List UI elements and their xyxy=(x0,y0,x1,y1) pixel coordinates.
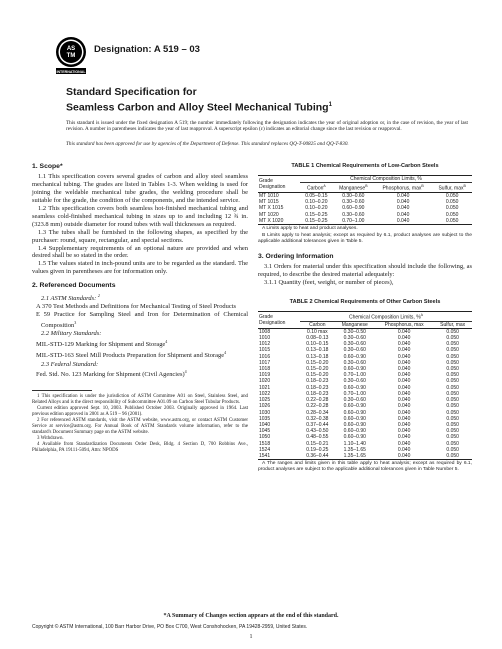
value-cell: 0.70–1.00 xyxy=(342,217,365,224)
grade-cell: 1010 xyxy=(259,335,271,342)
value-cell: 0.040 xyxy=(397,390,411,397)
value-cell: 0.05–0.15 xyxy=(305,193,328,200)
value-cell: 0.37–0.44 xyxy=(306,421,329,428)
value-cell: 1.35–1.65 xyxy=(343,446,366,453)
value-cell: 0.60–0.90 xyxy=(343,409,366,416)
value-cell: 0.050 xyxy=(446,421,459,428)
table2-col-header: Phosphorus, max xyxy=(384,321,424,328)
value-cell: 0.050 xyxy=(445,211,459,218)
table2-group-header: Chemical Composition Limits, %$^A$ xyxy=(300,311,472,321)
value-cell: 0.30–0.60 xyxy=(343,341,366,348)
value-cell: 0.15–0.25 xyxy=(305,211,328,218)
value-cell: 0.050 xyxy=(446,440,459,447)
value-cell: 0.43–0.50 xyxy=(306,428,329,435)
value-cell: 0.040 xyxy=(397,328,411,335)
value-cell: 0.050 xyxy=(446,328,459,335)
value-cell: 0.60–0.90 xyxy=(343,403,366,410)
value-cell: 0.050 xyxy=(446,366,459,373)
table1-group-header: Chemical Composition Limits, % xyxy=(300,175,472,182)
footnote-4: 4 Available from Standardization Documents Order Desk, Bldg. 4 Section D, 700 Robbins Ave., Philadelphia, PA 19111-5094, Attn: NPODS xyxy=(32,441,248,453)
table1-note-b: B Limits apply to heat analysis; except as required by 6.1, product analyses are subject to the applicable additional tolerances given in Table 5. xyxy=(258,233,472,245)
value-cell: 0.040 xyxy=(396,205,410,212)
table2-note-a: A The ranges and limits given in this table apply to heat analysis; except as required by 6.1, product analyses are subject to the applicable additional tolerances given in Table Number 5. xyxy=(258,461,472,473)
value-cell: 0.040 xyxy=(397,372,411,379)
value-cell: 0.18–0.23 xyxy=(306,378,329,385)
value-cell: 0.70–1.00 xyxy=(343,372,366,379)
svg-text:AS: AS xyxy=(66,46,76,52)
grade-cell: 1012 xyxy=(259,341,271,348)
value-cell: 0.040 xyxy=(397,366,411,373)
logo-text: INTERNATIONAL xyxy=(56,70,86,74)
footnote-rule xyxy=(32,390,92,391)
grade-cell: 1008 xyxy=(259,328,271,335)
scope-1-5: 1.5 The values stated in inch-pound units are to be regarded as the standard. The values given in parentheses are for information only. xyxy=(32,260,248,276)
title-line-2: Seamless Carbon and Alloy Steel Mechanical Tubing$^1$ xyxy=(66,101,332,114)
value-cell: 0.10 max xyxy=(307,328,328,335)
ordering-heading: 3. Ordering Information xyxy=(258,253,334,261)
value-cell: 0.050 xyxy=(446,452,459,459)
federal-standard-label: 2.3 Federal Standard: xyxy=(41,360,99,368)
table2-grade-header: Grade Designation xyxy=(259,313,286,326)
table1-grade-header: Grade Designation xyxy=(259,177,286,190)
value-cell: 0.050 xyxy=(446,428,459,435)
footnote-2: 2 For referenced ASTM standards, visit the ASTM website, www.astm.org, or contact ASTM Customer Service at service@astm.org. For Annual Book of ASTM Standards volume information, refer to the standard's Document Summary page on the ASTM website. xyxy=(32,417,248,435)
value-cell: 0.050 xyxy=(445,193,459,200)
footnote-1b: Current edition approved Sept. 10, 2003. Published October 2003. Originally approved in 1964. Last previous edition approved in 2001 as A 519 – 96 (2001). xyxy=(32,405,248,417)
value-cell: 0.050 xyxy=(446,415,459,422)
astm-logo xyxy=(55,36,87,76)
scope-1-2: 1.2 This specification covers both seamless hot-finished mechanical tubing and seamless cold-finished mechanical tubing in sizes up to and including 12 ¾ in. (323.8 mm) outside diameter for round tubes with wall thicknesses as required. xyxy=(32,204,248,228)
value-cell: 0.040 xyxy=(397,384,411,391)
ref-mil-129: MIL-STD-129 Marking for Shipment and Storage$^4$ xyxy=(36,339,168,349)
grade-cell: 1017 xyxy=(259,359,271,366)
value-cell: 0.48–0.55 xyxy=(306,434,329,441)
value-cell: 0.32–0.38 xyxy=(306,415,329,422)
designation: Designation: A 519 – 03 xyxy=(94,44,200,55)
value-cell: 0.050 xyxy=(445,199,459,206)
table1 xyxy=(258,175,472,225)
value-cell: 0.30–0.60 xyxy=(343,397,366,404)
value-cell: 0.30–0.60 xyxy=(343,335,366,342)
value-cell: 0.050 xyxy=(446,390,459,397)
summary-note: *A Summary of Changes section appears at the end of this standard. xyxy=(163,613,339,619)
value-cell: 0.18–0.23 xyxy=(306,384,329,391)
value-cell: 0.050 xyxy=(446,434,459,441)
value-cell: 0.040 xyxy=(396,199,410,206)
grade-cell: MT 1015 xyxy=(259,199,279,206)
value-cell: 0.60–0.90 xyxy=(343,421,366,428)
table1-col-header: Manganese$^B$ xyxy=(339,184,368,192)
value-cell: 0.30–0.60 xyxy=(343,378,366,385)
table1-caption: TABLE 1 Chemical Requirements of Low-Carbon Steels xyxy=(291,163,439,169)
value-cell: 0.040 xyxy=(397,378,411,385)
value-cell: 0.30–0.60 xyxy=(342,193,365,200)
grade-cell: 1518 xyxy=(259,440,271,447)
ordering-3-1-1: 3.1.1 Quantity (feet, weight, or number of pieces), xyxy=(264,278,394,286)
value-cell: 0.050 xyxy=(446,359,459,366)
value-cell: 0.050 xyxy=(446,378,459,385)
value-cell: 0.040 xyxy=(397,403,411,410)
scope-heading: 1. Scope* xyxy=(32,163,63,170)
value-cell: 0.050 xyxy=(446,341,459,348)
table2-caption: TABLE 2 Chemical Requirements of Other Carbon Steels xyxy=(289,298,441,305)
right-column xyxy=(258,163,472,473)
value-cell: 0.040 xyxy=(397,452,411,459)
value-cell: 0.13–0.18 xyxy=(306,347,329,354)
value-cell: 0.60–0.90 xyxy=(343,384,366,391)
value-cell: 0.30–0.60 xyxy=(342,211,365,218)
grade-cell: 1020 xyxy=(259,378,271,385)
value-cell: 0.60–0.90 xyxy=(343,353,366,360)
value-cell: 0.050 xyxy=(445,217,459,224)
value-cell: 0.040 xyxy=(396,193,410,200)
value-cell: 0.040 xyxy=(397,335,411,342)
grade-cell: 1021 xyxy=(259,384,271,391)
value-cell: 0.040 xyxy=(397,434,411,441)
left-column xyxy=(32,163,248,454)
table-row xyxy=(258,328,472,335)
references-heading: 2. Referenced Documents xyxy=(32,282,116,290)
value-cell: 0.040 xyxy=(397,446,411,453)
value-cell: 0.040 xyxy=(397,409,411,416)
value-cell: 0.22–0.28 xyxy=(306,403,329,410)
scope-1-1: 1.1 This specification covers several grades of carbon and alloy steel seamless mechanical tubing. The grades are listed in Tables 1-3. When welding is used for joining the weldable mechanical tube grades, the welding procedure shall be suitable for the grade, the condition of the components, and the intended service. xyxy=(32,172,248,204)
value-cell: 0.60–0.90 xyxy=(343,366,366,373)
ref-e59: E 59 Practice for Sampling Steel and Iron for Determination of Chemical Composition$^3$ xyxy=(36,311,248,330)
table1-col-header: Sulfur, $\max^B$ xyxy=(438,184,466,192)
scope-1-4: 1.4 Supplementary requirements of an optional nature are provided and when desired shall be so stated in the order. xyxy=(32,244,248,260)
scope-1-3: 1.3 The tubes shall be furnished in the following shapes, as specified by the purchaser: round, square, rectangular, and special sections. xyxy=(32,228,248,244)
value-cell: 1.10–1.40 xyxy=(343,440,366,447)
table2 xyxy=(258,311,472,460)
value-cell: 0.050 xyxy=(446,446,459,453)
grade-cell: 1018 xyxy=(259,366,271,373)
value-cell: 0.040 xyxy=(397,347,411,354)
value-cell: 0.15–0.20 xyxy=(306,359,329,366)
table-row xyxy=(258,218,472,225)
value-cell: 0.10–0.20 xyxy=(305,199,328,206)
grade-cell: 1045 xyxy=(259,428,271,435)
value-cell: 0.050 xyxy=(446,397,459,404)
value-cell: 0.18–0.23 xyxy=(306,390,329,397)
value-cell: 0.22–0.28 xyxy=(306,397,329,404)
table-row xyxy=(258,453,472,460)
value-cell: 0.19–0.25 xyxy=(306,446,329,453)
value-cell: 0.30–0.50 xyxy=(343,328,366,335)
value-cell: 0.08–0.13 xyxy=(306,335,329,342)
value-cell: 0.28–0.34 xyxy=(306,409,329,416)
value-cell: 0.60–0.90 xyxy=(343,434,366,441)
value-cell: 0.30–0.60 xyxy=(343,359,366,366)
grade-cell: 1541 xyxy=(259,452,271,459)
grade-cell: 1026 xyxy=(259,403,271,410)
grade-cell: 1022 xyxy=(259,390,271,397)
grade-cell: MT 1010 xyxy=(259,193,279,200)
grade-cell: MT 1020 xyxy=(259,211,279,218)
footnote-3: 3 Withdrawn. xyxy=(37,435,64,441)
title-line-1: Standard Specification for xyxy=(66,86,197,98)
value-cell: 0.050 xyxy=(445,205,459,212)
value-cell: 0.60–0.90 xyxy=(342,205,365,212)
grade-cell: 1019 xyxy=(259,372,271,379)
footnote-1: 1 This specification is under the jurisdiction of ASTM Committee A01 on Steel, Stainless Steel, and Related Alloys and is the direct responsibility of Subcommittee A01.09 on Carbon Steel Tubular Products. xyxy=(32,393,248,405)
svg-text:TM: TM xyxy=(66,53,76,59)
grade-cell: 1035 xyxy=(259,415,271,422)
value-cell: 0.040 xyxy=(397,421,411,428)
value-cell: 0.040 xyxy=(397,415,411,422)
value-cell: 0.040 xyxy=(397,440,411,447)
value-cell: 0.050 xyxy=(446,347,459,354)
value-cell: 0.050 xyxy=(446,384,459,391)
value-cell: 0.050 xyxy=(446,335,459,342)
value-cell: 0.30–0.60 xyxy=(343,347,366,354)
grade-cell: 1524 xyxy=(259,446,271,453)
grade-cell: 1050 xyxy=(259,434,271,441)
value-cell: 0.050 xyxy=(446,353,459,360)
value-cell: 0.10–0.20 xyxy=(305,205,328,212)
ordering-3-1: 3.1 Orders for material under this specification should include the following, as required, to describe the desired material adequately: xyxy=(258,262,472,278)
grade-cell: MT X 1015 xyxy=(259,205,284,212)
grade-cell: 1040 xyxy=(259,421,271,428)
value-cell: 0.040 xyxy=(396,217,410,224)
value-cell: 0.040 xyxy=(397,341,411,348)
value-cell: 0.70–1.00 xyxy=(343,390,366,397)
value-cell: 0.15–0.21 xyxy=(306,440,329,447)
grade-cell: MT X 1020 xyxy=(259,217,284,224)
grade-cell: 1015 xyxy=(259,347,271,354)
grade-cell: 1030 xyxy=(259,409,271,416)
value-cell: 0.15–0.25 xyxy=(305,217,328,224)
table1-col-header: Phosphorus, $\max^B$ xyxy=(382,184,424,192)
value-cell: 0.36–0.44 xyxy=(306,452,329,459)
value-cell: 1.35–1.65 xyxy=(343,452,366,459)
value-cell: 0.13–0.18 xyxy=(306,353,329,360)
approval-note: This standard has been approved for use by agencies of the Department of Defense. This standard replaces QQ-T-00825 and QQ-T-830. xyxy=(66,141,349,147)
table-row xyxy=(258,193,472,200)
value-cell: 0.30–0.60 xyxy=(342,199,365,206)
table2-col-header: Sulfur, max xyxy=(440,321,466,328)
ref-a370: A 370 Test Methods and Definitions for Mechanical Testing of Steel Products xyxy=(36,303,236,311)
value-cell: 0.10–0.15 xyxy=(306,341,329,348)
ref-mil-163: MIL-STD-163 Steel Mill Products Preparation for Shipment and Storage$^4$ xyxy=(36,350,227,360)
table2-col-header: Carbon xyxy=(309,321,326,328)
value-cell: 0.60–0.90 xyxy=(343,415,366,422)
ref-fed-123: Fed. Std. No. 123 Marking for Shipment (Civil Agencies)$^4$ xyxy=(36,369,187,379)
table1-col-header: Carbon$^A$ xyxy=(306,184,326,192)
astm-standards-label: 2.1 ASTM Standards: $^2$ xyxy=(41,293,100,303)
value-cell: 0.050 xyxy=(446,403,459,410)
grade-cell: 1025 xyxy=(259,397,271,404)
value-cell: 0.040 xyxy=(397,397,411,404)
page-number: 1 xyxy=(249,634,253,640)
value-cell: 0.040 xyxy=(397,353,411,360)
military-standards-label: 2.2 Military Standards: xyxy=(41,330,102,338)
value-cell: 0.15–0.20 xyxy=(306,372,329,379)
value-cell: 0.040 xyxy=(397,359,411,366)
value-cell: 0.040 xyxy=(396,211,410,218)
table2-col-header: Manganese xyxy=(341,321,368,328)
copyright: Copyright © ASTM International, 100 Barr Harbor Drive, PO Box C700, West Conshohocken, PA 19428-2959, United States. xyxy=(32,624,308,630)
value-cell: 0.050 xyxy=(446,409,459,416)
value-cell: 0.60–0.90 xyxy=(343,428,366,435)
value-cell: 0.15–0.20 xyxy=(306,366,329,373)
grade-cell: 1016 xyxy=(259,353,271,360)
issuance-note: This standard is issued under the fixed designation A 519; the number immediately following the designation indicates the year of original adoption or, in the case of revision, the year of last revision. A number in parentheses indicates the year of last reapproval. A superscript epsilon (ε) indicates an editorial change since the last revision or reapproval. xyxy=(66,120,468,133)
value-cell: 0.050 xyxy=(446,372,459,379)
value-cell: 0.040 xyxy=(397,428,411,435)
standard-title xyxy=(66,86,332,115)
table1-note-a: A Limits apply to heat and product analyses. xyxy=(262,226,358,232)
